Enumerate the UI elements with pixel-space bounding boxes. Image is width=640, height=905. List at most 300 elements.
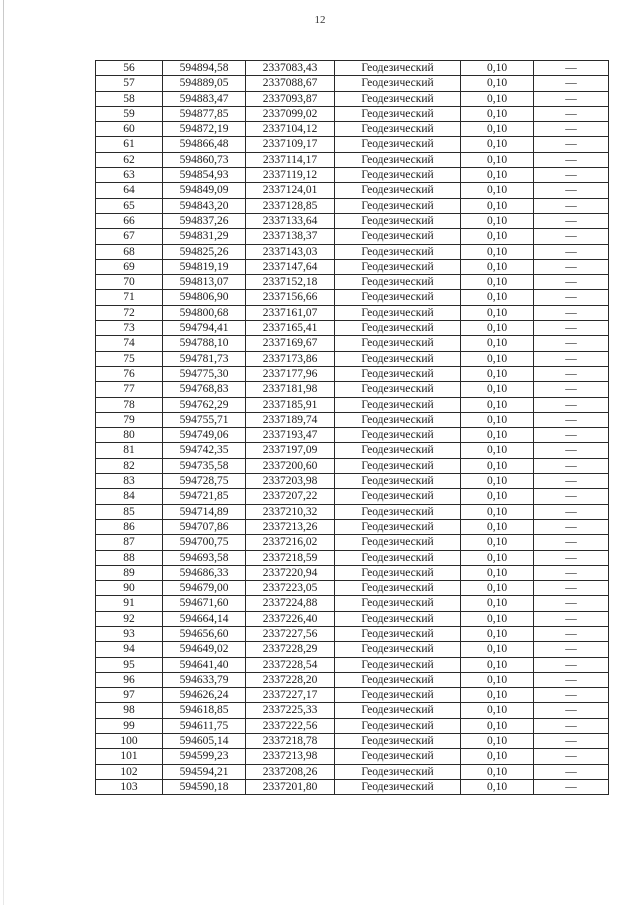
point-number-cell: 60 bbox=[96, 122, 163, 137]
note-cell: — bbox=[534, 565, 609, 580]
note-cell: — bbox=[534, 611, 609, 626]
x-coordinate-cell: 594686,33 bbox=[163, 565, 246, 580]
point-number-cell: 69 bbox=[96, 259, 163, 274]
point-number-cell: 83 bbox=[96, 474, 163, 489]
point-number-cell: 62 bbox=[96, 152, 163, 167]
note-cell: — bbox=[534, 336, 609, 351]
note-cell: — bbox=[534, 535, 609, 550]
table-row bbox=[96, 611, 609, 626]
method-cell: Геодезический bbox=[335, 428, 461, 443]
table-row bbox=[96, 458, 609, 473]
point-number-cell: 75 bbox=[96, 351, 163, 366]
note-cell: — bbox=[534, 76, 609, 91]
table-row bbox=[96, 351, 609, 366]
accuracy-cell: 0,10 bbox=[461, 642, 534, 657]
method-cell: Геодезический bbox=[335, 626, 461, 641]
y-coordinate-cell: 2337143,03 bbox=[246, 244, 335, 259]
x-coordinate-cell: 594714,89 bbox=[163, 504, 246, 519]
method-cell: Геодезический bbox=[335, 137, 461, 152]
point-number-cell: 84 bbox=[96, 489, 163, 504]
y-coordinate-cell: 2337169,67 bbox=[246, 336, 335, 351]
y-coordinate-cell: 2337093,87 bbox=[246, 91, 335, 106]
point-number-cell: 77 bbox=[96, 382, 163, 397]
note-cell: — bbox=[534, 183, 609, 198]
table-row bbox=[96, 688, 609, 703]
note-cell: — bbox=[534, 458, 609, 473]
x-coordinate-cell: 594742,35 bbox=[163, 443, 246, 458]
x-coordinate-cell: 594749,06 bbox=[163, 428, 246, 443]
method-cell: Геодезический bbox=[335, 275, 461, 290]
x-coordinate-cell: 594781,73 bbox=[163, 351, 246, 366]
x-coordinate-cell: 594883,47 bbox=[163, 91, 246, 106]
x-coordinate-cell: 594775,30 bbox=[163, 366, 246, 381]
point-number-cell: 58 bbox=[96, 91, 163, 106]
method-cell: Геодезический bbox=[335, 565, 461, 580]
point-number-cell: 87 bbox=[96, 535, 163, 550]
y-coordinate-cell: 2337197,09 bbox=[246, 443, 335, 458]
point-number-cell: 93 bbox=[96, 626, 163, 641]
table-row bbox=[96, 61, 609, 76]
y-coordinate-cell: 2337218,78 bbox=[246, 734, 335, 749]
table-row bbox=[96, 275, 609, 290]
y-coordinate-cell: 2337216,02 bbox=[246, 535, 335, 550]
method-cell: Геодезический bbox=[335, 734, 461, 749]
y-coordinate-cell: 2337213,98 bbox=[246, 749, 335, 764]
table-row bbox=[96, 749, 609, 764]
accuracy-cell: 0,10 bbox=[461, 168, 534, 183]
table-row bbox=[96, 382, 609, 397]
method-cell: Геодезический bbox=[335, 688, 461, 703]
point-number-cell: 65 bbox=[96, 198, 163, 213]
method-cell: Геодезический bbox=[335, 779, 461, 794]
accuracy-cell: 0,10 bbox=[461, 382, 534, 397]
x-coordinate-cell: 594599,23 bbox=[163, 749, 246, 764]
table-row bbox=[96, 321, 609, 336]
point-number-cell: 79 bbox=[96, 412, 163, 427]
method-cell: Геодезический bbox=[335, 519, 461, 534]
y-coordinate-cell: 2337203,98 bbox=[246, 474, 335, 489]
method-cell: Геодезический bbox=[335, 581, 461, 596]
x-coordinate-cell: 594819,19 bbox=[163, 259, 246, 274]
note-cell: — bbox=[534, 397, 609, 412]
table-row bbox=[96, 550, 609, 565]
x-coordinate-cell: 594721,85 bbox=[163, 489, 246, 504]
accuracy-cell: 0,10 bbox=[461, 565, 534, 580]
x-coordinate-cell: 594590,18 bbox=[163, 779, 246, 794]
method-cell: Геодезический bbox=[335, 305, 461, 320]
method-cell: Геодезический bbox=[335, 61, 461, 76]
x-coordinate-cell: 594849,09 bbox=[163, 183, 246, 198]
table-row bbox=[96, 259, 609, 274]
y-coordinate-cell: 2337213,26 bbox=[246, 519, 335, 534]
x-coordinate-cell: 594831,29 bbox=[163, 229, 246, 244]
note-cell: — bbox=[534, 91, 609, 106]
point-number-cell: 98 bbox=[96, 703, 163, 718]
method-cell: Геодезический bbox=[335, 718, 461, 733]
method-cell: Геодезический bbox=[335, 550, 461, 565]
x-coordinate-cell: 594641,40 bbox=[163, 657, 246, 672]
accuracy-cell: 0,10 bbox=[461, 336, 534, 351]
point-number-cell: 68 bbox=[96, 244, 163, 259]
method-cell: Геодезический bbox=[335, 91, 461, 106]
accuracy-cell: 0,10 bbox=[461, 137, 534, 152]
point-number-cell: 67 bbox=[96, 229, 163, 244]
point-number-cell: 102 bbox=[96, 764, 163, 779]
y-coordinate-cell: 2337227,56 bbox=[246, 626, 335, 641]
method-cell: Геодезический bbox=[335, 122, 461, 137]
y-coordinate-cell: 2337201,80 bbox=[246, 779, 335, 794]
method-cell: Геодезический bbox=[335, 703, 461, 718]
y-coordinate-cell: 2337104,12 bbox=[246, 122, 335, 137]
note-cell: — bbox=[534, 321, 609, 336]
table-row bbox=[96, 565, 609, 580]
accuracy-cell: 0,10 bbox=[461, 106, 534, 121]
note-cell: — bbox=[534, 275, 609, 290]
note-cell: — bbox=[534, 259, 609, 274]
note-cell: — bbox=[534, 642, 609, 657]
point-number-cell: 70 bbox=[96, 275, 163, 290]
page-number: 12 bbox=[314, 14, 326, 26]
x-coordinate-cell: 594806,90 bbox=[163, 290, 246, 305]
method-cell: Геодезический bbox=[335, 489, 461, 504]
point-number-cell: 86 bbox=[96, 519, 163, 534]
table-row bbox=[96, 443, 609, 458]
x-coordinate-cell: 594728,75 bbox=[163, 474, 246, 489]
y-coordinate-cell: 2337133,64 bbox=[246, 213, 335, 228]
method-cell: Геодезический bbox=[335, 106, 461, 121]
note-cell: — bbox=[534, 764, 609, 779]
accuracy-cell: 0,10 bbox=[461, 152, 534, 167]
accuracy-cell: 0,10 bbox=[461, 703, 534, 718]
note-cell: — bbox=[534, 290, 609, 305]
note-cell: — bbox=[534, 198, 609, 213]
note-cell: — bbox=[534, 366, 609, 381]
note-cell: — bbox=[534, 657, 609, 672]
y-coordinate-cell: 2337088,67 bbox=[246, 76, 335, 91]
note-cell: — bbox=[534, 122, 609, 137]
y-coordinate-cell: 2337109,17 bbox=[246, 137, 335, 152]
point-number-cell: 73 bbox=[96, 321, 163, 336]
accuracy-cell: 0,10 bbox=[461, 122, 534, 137]
note-cell: — bbox=[534, 703, 609, 718]
table-row bbox=[96, 779, 609, 794]
method-cell: Геодезический bbox=[335, 672, 461, 687]
point-number-cell: 57 bbox=[96, 76, 163, 91]
table-row bbox=[96, 535, 609, 550]
x-coordinate-cell: 594872,19 bbox=[163, 122, 246, 137]
accuracy-cell: 0,10 bbox=[461, 779, 534, 794]
point-number-cell: 101 bbox=[96, 749, 163, 764]
point-number-cell: 64 bbox=[96, 183, 163, 198]
y-coordinate-cell: 2337228,20 bbox=[246, 672, 335, 687]
note-cell: — bbox=[534, 626, 609, 641]
note-cell: — bbox=[534, 504, 609, 519]
x-coordinate-cell: 594788,10 bbox=[163, 336, 246, 351]
x-coordinate-cell: 594671,60 bbox=[163, 596, 246, 611]
x-coordinate-cell: 594626,24 bbox=[163, 688, 246, 703]
table-row bbox=[96, 198, 609, 213]
note-cell: — bbox=[534, 596, 609, 611]
y-coordinate-cell: 2337152,18 bbox=[246, 275, 335, 290]
y-coordinate-cell: 2337193,47 bbox=[246, 428, 335, 443]
method-cell: Геодезический bbox=[335, 535, 461, 550]
x-coordinate-cell: 594611,75 bbox=[163, 718, 246, 733]
accuracy-cell: 0,10 bbox=[461, 290, 534, 305]
accuracy-cell: 0,10 bbox=[461, 183, 534, 198]
note-cell: — bbox=[534, 106, 609, 121]
accuracy-cell: 0,10 bbox=[461, 734, 534, 749]
point-number-cell: 59 bbox=[96, 106, 163, 121]
y-coordinate-cell: 2337224,88 bbox=[246, 596, 335, 611]
y-coordinate-cell: 2337161,07 bbox=[246, 305, 335, 320]
y-coordinate-cell: 2337147,64 bbox=[246, 259, 335, 274]
method-cell: Геодезический bbox=[335, 443, 461, 458]
x-coordinate-cell: 594768,83 bbox=[163, 382, 246, 397]
accuracy-cell: 0,10 bbox=[461, 229, 534, 244]
y-coordinate-cell: 2337177,96 bbox=[246, 366, 335, 381]
method-cell: Геодезический bbox=[335, 642, 461, 657]
table-row bbox=[96, 366, 609, 381]
y-coordinate-cell: 2337228,29 bbox=[246, 642, 335, 657]
note-cell: — bbox=[534, 779, 609, 794]
table-row bbox=[96, 152, 609, 167]
point-number-cell: 81 bbox=[96, 443, 163, 458]
table-row bbox=[96, 642, 609, 657]
point-number-cell: 99 bbox=[96, 718, 163, 733]
point-number-cell: 72 bbox=[96, 305, 163, 320]
y-coordinate-cell: 2337156,66 bbox=[246, 290, 335, 305]
point-number-cell: 89 bbox=[96, 565, 163, 580]
note-cell: — bbox=[534, 213, 609, 228]
method-cell: Геодезический bbox=[335, 412, 461, 427]
y-coordinate-cell: 2337226,40 bbox=[246, 611, 335, 626]
y-coordinate-cell: 2337220,94 bbox=[246, 565, 335, 580]
method-cell: Геодезический bbox=[335, 336, 461, 351]
table-row bbox=[96, 213, 609, 228]
y-coordinate-cell: 2337173,86 bbox=[246, 351, 335, 366]
table-row bbox=[96, 244, 609, 259]
table-row bbox=[96, 229, 609, 244]
method-cell: Геодезический bbox=[335, 474, 461, 489]
y-coordinate-cell: 2337207,22 bbox=[246, 489, 335, 504]
accuracy-cell: 0,10 bbox=[461, 412, 534, 427]
y-coordinate-cell: 2337138,37 bbox=[246, 229, 335, 244]
note-cell: — bbox=[534, 734, 609, 749]
table-row bbox=[96, 474, 609, 489]
accuracy-cell: 0,10 bbox=[461, 305, 534, 320]
method-cell: Геодезический bbox=[335, 290, 461, 305]
x-coordinate-cell: 594762,29 bbox=[163, 397, 246, 412]
accuracy-cell: 0,10 bbox=[461, 626, 534, 641]
table-row bbox=[96, 657, 609, 672]
x-coordinate-cell: 594679,00 bbox=[163, 581, 246, 596]
note-cell: — bbox=[534, 61, 609, 76]
table-row bbox=[96, 91, 609, 106]
table-row bbox=[96, 764, 609, 779]
point-number-cell: 91 bbox=[96, 596, 163, 611]
table-row bbox=[96, 397, 609, 412]
note-cell: — bbox=[534, 168, 609, 183]
method-cell: Геодезический bbox=[335, 458, 461, 473]
point-number-cell: 97 bbox=[96, 688, 163, 703]
accuracy-cell: 0,10 bbox=[461, 749, 534, 764]
note-cell: — bbox=[534, 382, 609, 397]
point-number-cell: 88 bbox=[96, 550, 163, 565]
x-coordinate-cell: 594813,07 bbox=[163, 275, 246, 290]
x-coordinate-cell: 594618,85 bbox=[163, 703, 246, 718]
x-coordinate-cell: 594866,48 bbox=[163, 137, 246, 152]
accuracy-cell: 0,10 bbox=[461, 198, 534, 213]
table-row bbox=[96, 718, 609, 733]
table-row bbox=[96, 412, 609, 427]
y-coordinate-cell: 2337218,59 bbox=[246, 550, 335, 565]
y-coordinate-cell: 2337228,54 bbox=[246, 657, 335, 672]
accuracy-cell: 0,10 bbox=[461, 321, 534, 336]
accuracy-cell: 0,10 bbox=[461, 474, 534, 489]
note-cell: — bbox=[534, 672, 609, 687]
accuracy-cell: 0,10 bbox=[461, 657, 534, 672]
x-coordinate-cell: 594594,21 bbox=[163, 764, 246, 779]
table-row bbox=[96, 290, 609, 305]
point-number-cell: 76 bbox=[96, 366, 163, 381]
accuracy-cell: 0,10 bbox=[461, 519, 534, 534]
method-cell: Геодезический bbox=[335, 213, 461, 228]
x-coordinate-cell: 594664,14 bbox=[163, 611, 246, 626]
note-cell: — bbox=[534, 749, 609, 764]
note-cell: — bbox=[534, 229, 609, 244]
coordinates-table bbox=[95, 60, 609, 795]
method-cell: Геодезический bbox=[335, 152, 461, 167]
point-number-cell: 74 bbox=[96, 336, 163, 351]
table-row bbox=[96, 428, 609, 443]
accuracy-cell: 0,10 bbox=[461, 76, 534, 91]
table-row bbox=[96, 336, 609, 351]
accuracy-cell: 0,10 bbox=[461, 535, 534, 550]
y-coordinate-cell: 2337124,01 bbox=[246, 183, 335, 198]
accuracy-cell: 0,10 bbox=[461, 275, 534, 290]
y-coordinate-cell: 2337181,98 bbox=[246, 382, 335, 397]
accuracy-cell: 0,10 bbox=[461, 489, 534, 504]
method-cell: Геодезический bbox=[335, 657, 461, 672]
table-row bbox=[96, 504, 609, 519]
accuracy-cell: 0,10 bbox=[461, 718, 534, 733]
accuracy-cell: 0,10 bbox=[461, 397, 534, 412]
method-cell: Геодезический bbox=[335, 76, 461, 91]
method-cell: Геодезический bbox=[335, 229, 461, 244]
x-coordinate-cell: 594825,26 bbox=[163, 244, 246, 259]
method-cell: Геодезический bbox=[335, 397, 461, 412]
x-coordinate-cell: 594656,60 bbox=[163, 626, 246, 641]
note-cell: — bbox=[534, 351, 609, 366]
accuracy-cell: 0,10 bbox=[461, 259, 534, 274]
y-coordinate-cell: 2337208,26 bbox=[246, 764, 335, 779]
method-cell: Геодезический bbox=[335, 259, 461, 274]
table-row bbox=[96, 76, 609, 91]
y-coordinate-cell: 2337083,43 bbox=[246, 61, 335, 76]
x-coordinate-cell: 594700,75 bbox=[163, 535, 246, 550]
accuracy-cell: 0,10 bbox=[461, 458, 534, 473]
accuracy-cell: 0,10 bbox=[461, 366, 534, 381]
y-coordinate-cell: 2337222,56 bbox=[246, 718, 335, 733]
x-coordinate-cell: 594837,26 bbox=[163, 213, 246, 228]
method-cell: Геодезический bbox=[335, 366, 461, 381]
method-cell: Геодезический bbox=[335, 168, 461, 183]
point-number-cell: 95 bbox=[96, 657, 163, 672]
accuracy-cell: 0,10 bbox=[461, 443, 534, 458]
note-cell: — bbox=[534, 244, 609, 259]
note-cell: — bbox=[534, 519, 609, 534]
table-row bbox=[96, 703, 609, 718]
accuracy-cell: 0,10 bbox=[461, 504, 534, 519]
x-coordinate-cell: 594633,79 bbox=[163, 672, 246, 687]
note-cell: — bbox=[534, 305, 609, 320]
x-coordinate-cell: 594693,58 bbox=[163, 550, 246, 565]
table-row bbox=[96, 734, 609, 749]
point-number-cell: 96 bbox=[96, 672, 163, 687]
point-number-cell: 71 bbox=[96, 290, 163, 305]
x-coordinate-cell: 594877,85 bbox=[163, 106, 246, 121]
x-coordinate-cell: 594854,93 bbox=[163, 168, 246, 183]
y-coordinate-cell: 2337223,05 bbox=[246, 581, 335, 596]
x-coordinate-cell: 594755,71 bbox=[163, 412, 246, 427]
accuracy-cell: 0,10 bbox=[461, 581, 534, 596]
x-coordinate-cell: 594800,68 bbox=[163, 305, 246, 320]
table-row bbox=[96, 305, 609, 320]
point-number-cell: 94 bbox=[96, 642, 163, 657]
y-coordinate-cell: 2337099,02 bbox=[246, 106, 335, 121]
note-cell: — bbox=[534, 489, 609, 504]
accuracy-cell: 0,10 bbox=[461, 244, 534, 259]
method-cell: Геодезический bbox=[335, 198, 461, 213]
table-row bbox=[96, 122, 609, 137]
x-coordinate-cell: 594794,41 bbox=[163, 321, 246, 336]
y-coordinate-cell: 2337189,74 bbox=[246, 412, 335, 427]
x-coordinate-cell: 594605,14 bbox=[163, 734, 246, 749]
table-row bbox=[96, 581, 609, 596]
note-cell: — bbox=[534, 137, 609, 152]
y-coordinate-cell: 2337227,17 bbox=[246, 688, 335, 703]
note-cell: — bbox=[534, 428, 609, 443]
method-cell: Геодезический bbox=[335, 504, 461, 519]
note-cell: — bbox=[534, 152, 609, 167]
y-coordinate-cell: 2337165,41 bbox=[246, 321, 335, 336]
y-coordinate-cell: 2337128,85 bbox=[246, 198, 335, 213]
point-number-cell: 63 bbox=[96, 168, 163, 183]
x-coordinate-cell: 594735,58 bbox=[163, 458, 246, 473]
point-number-cell: 100 bbox=[96, 734, 163, 749]
accuracy-cell: 0,10 bbox=[461, 213, 534, 228]
method-cell: Геодезический bbox=[335, 596, 461, 611]
accuracy-cell: 0,10 bbox=[461, 91, 534, 106]
table-row bbox=[96, 519, 609, 534]
binding-edge bbox=[3, 0, 4, 905]
note-cell: — bbox=[534, 718, 609, 733]
point-number-cell: 61 bbox=[96, 137, 163, 152]
point-number-cell: 56 bbox=[96, 61, 163, 76]
table-row bbox=[96, 596, 609, 611]
note-cell: — bbox=[534, 412, 609, 427]
method-cell: Геодезический bbox=[335, 183, 461, 198]
method-cell: Геодезический bbox=[335, 749, 461, 764]
method-cell: Геодезический bbox=[335, 764, 461, 779]
point-number-cell: 103 bbox=[96, 779, 163, 794]
point-number-cell: 90 bbox=[96, 581, 163, 596]
y-coordinate-cell: 2337200,60 bbox=[246, 458, 335, 473]
point-number-cell: 85 bbox=[96, 504, 163, 519]
x-coordinate-cell: 594889,05 bbox=[163, 76, 246, 91]
coordinates-table-body bbox=[96, 61, 609, 795]
method-cell: Геодезический bbox=[335, 382, 461, 397]
